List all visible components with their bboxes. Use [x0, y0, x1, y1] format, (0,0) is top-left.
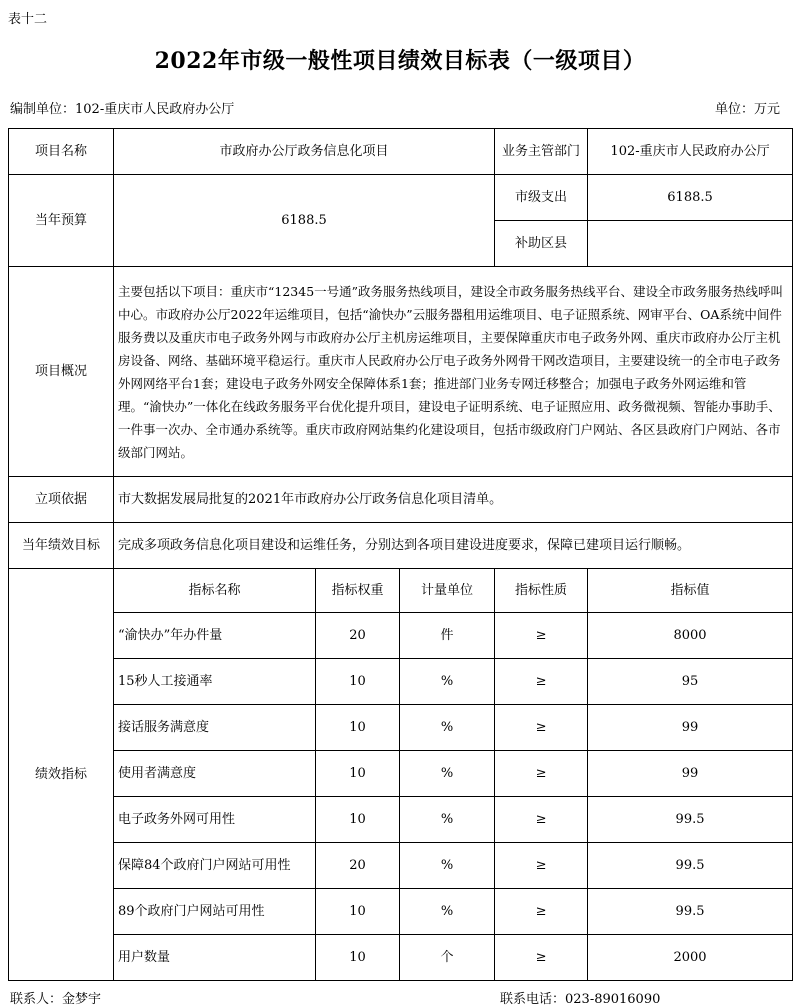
indicator-unit: %: [400, 843, 495, 889]
indicator-nature: ≥: [495, 751, 588, 797]
header-indicator-name: 指标名称: [114, 569, 316, 613]
indicator-unit: %: [400, 751, 495, 797]
currency-unit: 单位：万元: [714, 102, 780, 117]
indicator-weight: 20: [316, 843, 400, 889]
table-row: [9, 797, 793, 843]
indicator-value: 99.5: [588, 889, 793, 935]
project-name-row: [9, 129, 793, 175]
indicator-weight: 10: [316, 935, 400, 981]
indicator-nature: ≥: [495, 659, 588, 705]
compiler-unit: 编制单位：102-重庆市人民政府办公厅: [10, 102, 235, 117]
header-measure-unit: 计量单位: [400, 569, 495, 613]
budget-value: 6188.5: [114, 175, 495, 267]
budget-row-city: [9, 175, 793, 221]
goal-row: [9, 523, 793, 569]
indicator-weight: 20: [316, 613, 400, 659]
dept-label: 业务主管部门: [495, 129, 588, 175]
indicator-unit: %: [400, 659, 495, 705]
indicator-name: 接话服务满意度: [114, 705, 316, 751]
indicator-weight: 10: [316, 659, 400, 705]
table-row: [9, 935, 793, 981]
indicator-nature: ≥: [495, 797, 588, 843]
indicator-name: 保障84个政府门户网站可用性: [114, 843, 316, 889]
indicator-name: 89个政府门户网站可用性: [114, 889, 316, 935]
overview-row: [9, 267, 793, 477]
table-row: [9, 751, 793, 797]
table-row: [9, 659, 793, 705]
indicator-value: 2000: [588, 935, 793, 981]
basis-row: [9, 477, 793, 523]
indicator-weight: 10: [316, 751, 400, 797]
indicator-value: 8000: [588, 613, 793, 659]
indicator-nature: ≥: [495, 705, 588, 751]
dept-value: 102-重庆市人民政府办公厅: [588, 129, 793, 175]
city-expense-value: 6188.5: [588, 175, 793, 221]
indicator-unit: %: [400, 797, 495, 843]
indicator-nature: ≥: [495, 889, 588, 935]
indicator-value: 99.5: [588, 843, 793, 889]
table-row: [9, 889, 793, 935]
indicator-weight: 10: [316, 705, 400, 751]
indicator-unit: 件: [400, 613, 495, 659]
indicator-unit: %: [400, 705, 495, 751]
goal-text: 完成多项政务信息化项目建设和运维任务，分别达到各项目建设进度要求，保障已建项目运行顺畅。: [114, 523, 793, 569]
indicator-name: 电子政务外网可用性: [114, 797, 316, 843]
city-expense-label: 市级支出: [495, 175, 588, 221]
page-title: 2022年市级一般性项目绩效目标表（一级项目）: [154, 48, 646, 74]
project-name-label: 项目名称: [9, 129, 114, 175]
header-indicator-nature: 指标性质: [495, 569, 588, 613]
budget-label: 当年预算: [9, 175, 114, 267]
district-subsidy-value: [588, 221, 793, 267]
contact-phone: 联系电话：023-89016090: [500, 992, 661, 1007]
indicator-nature: ≥: [495, 935, 588, 981]
table-number: 表十二: [8, 12, 48, 27]
project-name-value: 市政府办公厅政务信息化项目: [114, 129, 495, 175]
indicator-unit: 个: [400, 935, 495, 981]
district-subsidy-label: 补助区县: [495, 221, 588, 267]
indicator-name: 使用者满意度: [114, 751, 316, 797]
indicator-nature: ≥: [495, 843, 588, 889]
indicators-label: 绩效指标: [9, 569, 114, 981]
indicator-name: 用户数量: [114, 935, 316, 981]
table-row: [9, 613, 793, 659]
indicator-weight: 10: [316, 889, 400, 935]
table-row: [9, 843, 793, 889]
overview-text: 主要包括以下项目：重庆市“12345一号通”政务服务热线项目，建设全市政务服务热线平台、建设全市政务服务热线呼叫中心。市政府办公厅2022年运维项目，包括“渝快办”云服务器租用运维项目、电子证照系统、网审平台、OA系统中间件服务费以及重庆市电子政务外网与市政府办公厅主机房运维项目，主要保障重庆市电子政务外网、重庆市政府办公厅主机房设备、网络、基础环境平稳运行。重庆市人民政府办公厅电子政务外网骨干网改造项目，主要建设统一的全市电子政务外网网络平台1套；建设电子政务外网安全保障体系1套；推进部门业务专网迁移整合；加强电子政务外网运维和管理。“渝快办”一体化在线政务服务平台优化提升项目，建设电子证明系统、电子证照应用、政务微视频、智能办事助手、一件事一次办、全市通办系统等。重庆市政府网站集约化建设项目，包括市级政府门户网站、各区县政府门户网站、各市级部门网站。: [114, 267, 793, 477]
goal-label: 当年绩效目标: [9, 523, 114, 569]
overview-label: 项目概况: [9, 267, 114, 477]
indicator-name: “渝快办”年办件量: [114, 613, 316, 659]
indicator-value: 99.5: [588, 797, 793, 843]
table-row: [9, 705, 793, 751]
indicator-header-row: [9, 569, 793, 613]
header-indicator-weight: 指标权重: [316, 569, 400, 613]
performance-table: [8, 128, 793, 981]
indicator-unit: %: [400, 889, 495, 935]
basis-text: 市大数据发展局批复的2021年市政府办公厅政务信息化项目清单。: [114, 477, 793, 523]
indicator-value: 95: [588, 659, 793, 705]
indicator-value: 99: [588, 751, 793, 797]
header-indicator-value: 指标值: [588, 569, 793, 613]
contact-person: 联系人：金梦宇: [10, 992, 102, 1007]
indicator-nature: ≥: [495, 613, 588, 659]
indicator-weight: 10: [316, 797, 400, 843]
indicator-value: 99: [588, 705, 793, 751]
basis-label: 立项依据: [9, 477, 114, 523]
indicator-name: 15秒人工接通率: [114, 659, 316, 705]
